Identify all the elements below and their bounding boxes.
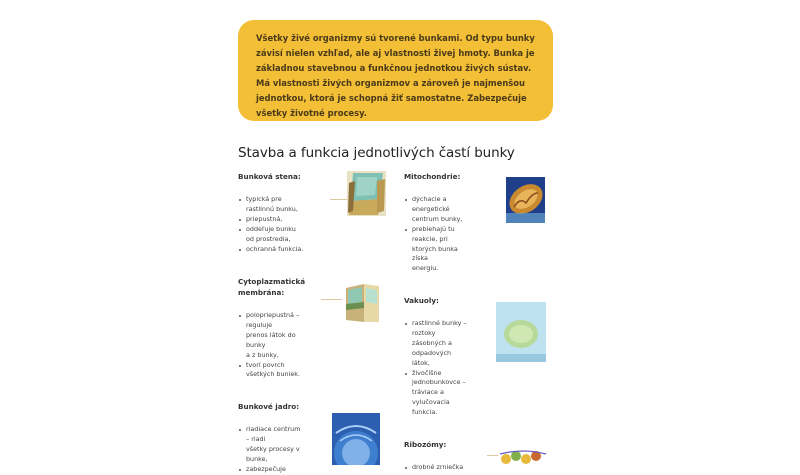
cell-wall-image	[347, 171, 386, 216]
part-title: Vakuoly:	[404, 296, 439, 305]
nucleus-image	[332, 413, 380, 465]
list-item: rastlinné bunky – roztoky zásobných a odpadových látok,	[412, 319, 484, 369]
list-item: zabezpečuje	[246, 465, 318, 475]
list-item: oddeľuje bunku od prostredia,	[246, 225, 318, 245]
part-list	[404, 195, 484, 274]
part-title: Bunková stena:	[238, 172, 301, 181]
part-mitochondria	[404, 171, 484, 274]
part-title: Cytoplazmatická membrána:	[238, 277, 306, 297]
mitochondria-image	[506, 177, 545, 223]
part-ribosomes	[404, 439, 484, 473]
list-item: živočíšne jednobunkovce – tráviace a vylučovacia funkcia.	[412, 369, 484, 419]
list-item: tvorí povrch všetkých buniek.	[246, 361, 318, 381]
part-list	[238, 311, 318, 380]
part-title: Bunkové jadro:	[238, 402, 300, 411]
part-list	[238, 195, 318, 254]
list-item: ochranná funkcia.	[246, 245, 318, 255]
vacuole-image	[496, 302, 546, 362]
part-list	[238, 425, 318, 475]
part-list	[404, 319, 484, 418]
list-item: priepustná,	[246, 215, 318, 225]
part-vacuoles	[404, 295, 484, 418]
list-item: typická pre rastlinnú bunku,	[246, 195, 318, 215]
part-title: Ribozómy:	[404, 440, 447, 449]
intro-text: Všetky živé organizmy sú tvorené bunkami. Od typu bunky závisí nielen vzhľad, ale aj vlastnosti živej hmoty. Bunka je základnou stavebnou a funkčnou jednotkou živých sústav. Má vlastnosti živých organizmov a zároveň je najmenšou jednotkou, ktorá je schopná žiť samostatne. Zabezpečuje všetky životné procesy.	[256, 33, 535, 118]
part-title: Mitochondrie:	[404, 172, 461, 181]
list-item: prebiehajú tu reakcie, pri ktorých bunka získa energiu.	[412, 225, 484, 275]
list-item: riadiace centrum – riadi všetky procesy v bunke,	[246, 425, 318, 465]
membrane-image	[342, 282, 381, 324]
part-list	[404, 463, 484, 473]
part-cell-wall	[238, 171, 318, 254]
list-item: polopriepustná – reguluje prenos látok do bunky a z bunky,	[246, 311, 318, 361]
list-item: dýchacie a energetické centrum bunky,	[412, 195, 484, 225]
ribosome-image	[498, 448, 548, 465]
list-item: drobné zrniečka	[412, 463, 484, 473]
section-title: Stavba a funkcia jednotlivých častí bunky	[238, 145, 515, 161]
intro-callout	[238, 20, 553, 121]
part-nucleus	[238, 401, 318, 475]
part-membrane	[238, 276, 318, 380]
